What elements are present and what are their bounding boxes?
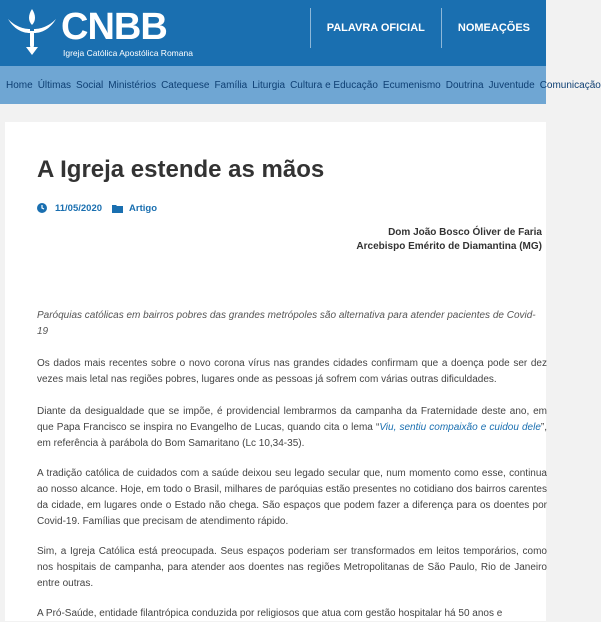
menu-item-ministerios[interactable]: Ministérios xyxy=(108,79,157,91)
author-name: Dom João Bosco Óliver de Faria xyxy=(388,227,542,238)
main-menu xyxy=(0,66,601,104)
article-paragraph: A tradição católica de cuidados com a saúde deixou seu legado secular que, num momento como esse, continua ao nosso alcance. Hoje, em todo o Brasil, milhares de paróquias estão presentes no cotidiano dos bairros carentes da cidade, em lugares onde o Estado não chega. São espaços que podem fazer a diferença para os doentes por Covid-19. Famílias que precisam de atendimento rápido. xyxy=(37,468,547,527)
menu-item-liturgia[interactable]: Liturgia xyxy=(252,79,286,91)
menu-item-juventude[interactable]: Juventude xyxy=(488,79,535,91)
brand-subtitle: Igreja Católica Apostólica Romana xyxy=(63,48,193,58)
article-category-link[interactable]: Artigo xyxy=(129,202,157,214)
folder-icon xyxy=(112,204,123,213)
paragraph-text: ”, em referência à parábola do Bom Samaritano (Lc 10,34-35). xyxy=(37,422,548,449)
menu-item-catequese[interactable]: Catequese xyxy=(161,79,210,91)
menu-item-ecumenismo[interactable]: Ecumenismo xyxy=(382,79,441,91)
menu-item-comunicacao[interactable]: Comunicação xyxy=(539,79,601,91)
article-paragraph: Sim, a Igreja Católica está preocupada. Seus espaços poderiam ser transformados em leitos temporários, como nos hospitais de campanha, para atender aos doentes nas regiões Metropolitanas de São Paulo, Rio de Janeiro entre outras. xyxy=(37,546,547,589)
menu-item-ultimas[interactable]: Últimas xyxy=(37,79,72,91)
nav-link-palavra-oficial[interactable]: PALAVRA OFICIAL xyxy=(326,22,425,34)
article-meta xyxy=(37,201,157,215)
nav-link-nomeacoes[interactable]: NOMEAÇÕES xyxy=(457,22,530,34)
dove-icon xyxy=(6,5,58,57)
site-header xyxy=(0,0,546,66)
menu-item-home[interactable]: Home xyxy=(6,79,33,91)
article-paragraph: A Pró-Saúde, entidade filantrópica conduzida por religiosos que atua com gestão hospitalar há 50 anos e xyxy=(37,608,503,619)
brand-name: CNBB xyxy=(61,6,167,48)
paragraph-text: Diante da desigualdade que se impõe, é providencial lembrarmos da campanha da Fraternidade deste ano, em que Papa Francisco se inspira no Evangelho de Lucas, quando cita o lema “ xyxy=(37,406,547,433)
author-role: Arcebispo Emérito de Diamantina (MG) xyxy=(356,241,542,252)
article-paragraph xyxy=(37,404,547,452)
menu-item-cultura-educacao[interactable]: Cultura e Educação xyxy=(290,79,378,91)
article-date: 11/05/2020 xyxy=(55,202,103,214)
menu-item-social[interactable]: Social xyxy=(76,79,104,91)
menu-item-doutrina[interactable]: Doutrina xyxy=(445,79,484,91)
article-title: A Igreja estende as mãos xyxy=(37,156,325,183)
clock-icon xyxy=(37,203,47,213)
top-nav xyxy=(310,0,546,56)
article-author xyxy=(356,226,542,254)
site-logo[interactable] xyxy=(6,5,193,61)
quoted-motto: Viu, sentiu compaixão e cuidou dele xyxy=(379,422,541,433)
article-paragraph: Os dados mais recentes sobre o novo corona vírus nas grandes cidades confirmam que a doença pode ser dez vezes mais letal nas regiões pobres, lugares onde as pessoas já sofrem com várias outras dificuldades. xyxy=(37,358,547,385)
menu-item-familia[interactable]: Família xyxy=(214,79,248,91)
article-card xyxy=(5,122,546,621)
article-lead: Paróquias católicas em bairros pobres das grandes metrópoles são alternativa para atender pacientes de Covid-19 xyxy=(37,310,536,337)
